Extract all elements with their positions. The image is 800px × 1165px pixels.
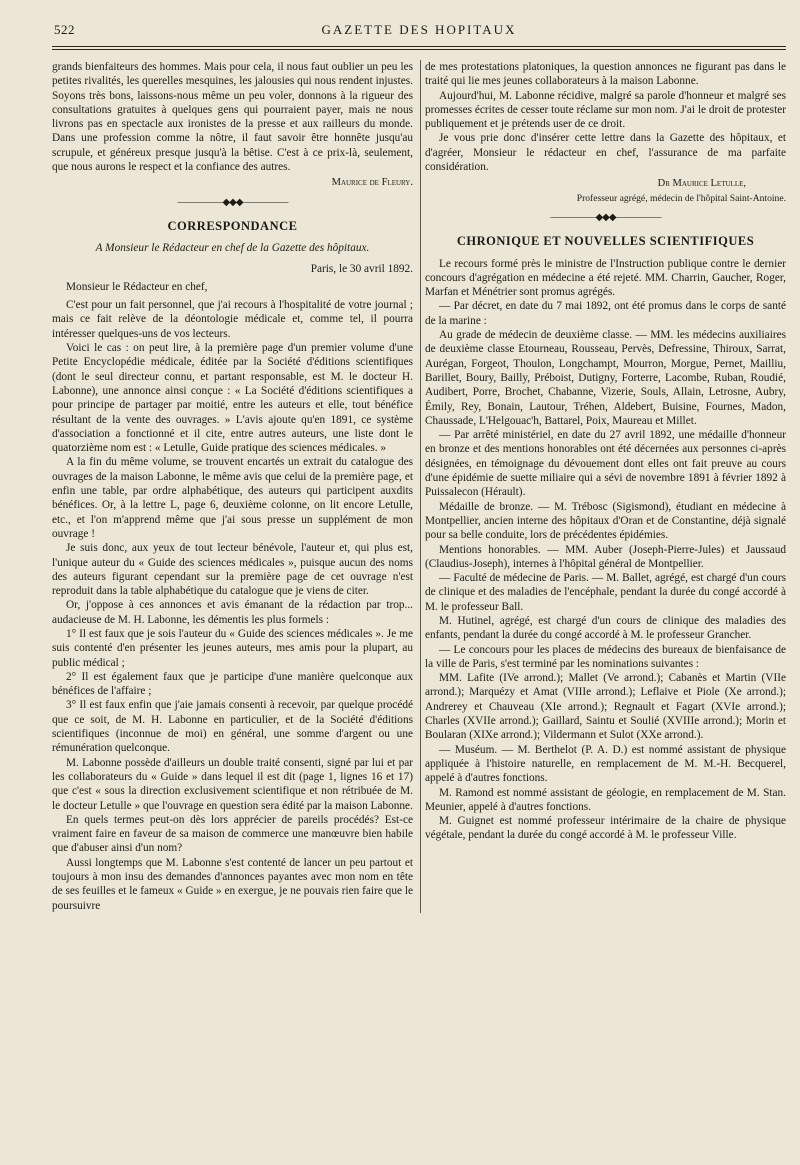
intro-paragraph: grands bienfaiteurs des hommes. Mais pour cela, il nous faut oublier un peu les petites rivalités, les querelles mesquines, les jalousies qui nous rendent injustes. Soyons très bons, laissons-nous même un peu voler, donnons à la rigueur des consultations gratuites à quelques gens qui pourraient payer, mais ne nous livrons pas en spectacle aux ironistes de la presse et aux railleurs du monde. Dans une profession comme la nôtre, il faut savoir être honnête jusqu'au scrupule, et généreux presque jusqu'à la bêtise. C'est à ce prix-là, seulement, que nous aurons le respect et la confiance des autres. (52, 61, 413, 174)
letter-list-item: 2° Il est également faux que je participe d'une manière quelconque aux bénéfices de l'affaire ; (52, 670, 413, 698)
letter-paragraph: Je suis donc, aux yeux de tout lecteur bénévole, l'auteur et, qui plus est, l'unique auteur du « Guide des sciences médicales », puisque aucun des noms des auteurs figurant cependant sur la première page de cet ouvrage n'est reproduit dans la table alphabétique du catalogue que je viens de citer. (52, 542, 413, 598)
news-paragraph: Mentions honorables. — MM. Auber (Joseph-Pierre-Jules) et Jaussaud (Claudius-Joseph), internes à l'hôpital général de Montpellier. (425, 543, 786, 570)
letter-paragraph: C'est pour un fait personnel, que j'ai recours à l'hospitalité de votre journal ; mais ce fait relève de la déontologie médicale et, comme tel, il pourra intéresser quelques-uns de vos lecteurs. (52, 299, 413, 340)
columns (52, 60, 786, 913)
signature-letulle (425, 177, 786, 206)
letter-paragraph: En quels termes peut-on dès lors apprécier de pareils procédés? Est-ce vraiment faire en faveur de sa maison de commerce une manœuvre bien habile que d'abuser ainsi d'un nom? (52, 813, 413, 855)
news-paragraph: — Muséum. — M. Berthelot (P. A. D.) est nommé assistant de physique appliquée à l'histoire naturelle, en remplacement de M. M.-H. Becquerel, appelé à d'autres fonctions. (425, 743, 786, 785)
letter-list-item: 1° Il est faux que je sois l'auteur du « Guide des sciences médicales ». Je me suis contenté d'en présenter les jeunes auteurs, mes amis pour la plupart, au public médical ; (52, 627, 413, 669)
news-paragraph: — Faculté de médecine de Paris. — M. Ballet, agrégé, est chargé d'un cours de clinique et des maladies de l'encéphale, pendant la durée du congé accordé à M. le professeur Ball. (425, 572, 786, 613)
signature-role: Professeur agrégé, médecin de l'hôpital Saint-Antoine. (576, 192, 786, 204)
news-paragraph: M. Hutinel, agrégé, est chargé d'un cours de clinique des maladies des enfants, pendant la durée du congé accordé à M. le professeur Grancher. (425, 614, 786, 642)
letter-paragraph: Voici le cas : on peut lire, à la première page d'un premier volume d'une Petite Encyclopédie médicale, éditée par la Société d'éditions scientifiques (dont le seul directeur connu, et partant responsable, est M. le docteur H. Labonne), une annonce ainsi conçue : « La Société d'éditions scientifiques a pour principe de partager par moitié, entre les auteurs et elle, tout bénéfice résultant de la vente des ouvrages. » L'avis ajoute qu'en 1891, ce système d'association a fonctionné et il cite, entre autres auteurs, une liste dont le quatorzième nom est : « Letulle, Guide pratique des sciences médicales. » (52, 342, 413, 455)
page-header (52, 20, 786, 42)
right-column (425, 60, 786, 913)
header-rule (52, 46, 786, 50)
news-paragraph: MM. Lafite (IVe arrond.); Mallet (Ve arrond.); Cabanès et Martin (VIIe arrond.); Marquézy et Amat (VIIIe arrond.); Leflaive et Piole (Xe arrond.); Andrerey et Chauveau (XIe arrond.); Regnault et Fagart (XVIe arrond.); Charles (XVIIe arrond.); Gaillard, Saintu et Soulié (XVIIIe arrond.); Morin et Boularan (XIXe arrond.); Vildermann et Sulot (XXe arrond.). (425, 672, 786, 742)
letter-continuation: de mes protestations platoniques, la question annonces ne figurant pas dans le traité qui lie mes jeunes collaborateurs à la maison Labonne. (425, 61, 786, 88)
news-paragraph: M. Guignet est nommé professeur intérimaire de la chaire de physique végétale, pendant la durée du congé accordé à M. le professeur Ville. (425, 815, 786, 842)
news-paragraph: — Par décret, en date du 7 mai 1892, ont été promus dans le corps de santé de la marine : (425, 300, 786, 327)
letter-list-item: 3° Il est faux enfin que j'aie jamais consenti à recevoir, par quelque procédé que ce soit, de M. H. Labonne en particulier, et de la Société d'éditions scientifiques (inconnue de moi) en général, une somme d'argent ou une rémunération quelconque. (52, 699, 413, 755)
news-paragraph: — Par arrêté ministériel, en date du 27 avril 1892, une médaille d'honneur en bronze et des mentions honorables ont été décernées aux personnes ci-après désignées, en témoignage du dévouement dont elles ont fait preuve au cours d'une épidémie de suette miliaire qui a sévi de novembre 1891 à février 1892 à Puissalecon (Hérault). (425, 429, 786, 499)
news-paragraph: — Le concours pour les places de médecins des bureaux de bienfaisance de la ville de Paris, s'est terminé par les nominations suivantes : (425, 643, 786, 670)
section-title-chronique: CHRONIQUE ET NOUVELLES SCIENTIFIQUES (456, 234, 755, 249)
letter-paragraph: Aujourd'hui, M. Labonne récidive, malgré sa parole d'honneur et malgré ses promesses écrites de cesser toute réclame sur mon nom. J'ai le droit de protester publiquement et je prétends user de ce droit. (425, 89, 786, 131)
ornament-divider: —————◆◆◆————— (177, 196, 288, 208)
news-paragraph: M. Ramond est nommé assistant de géologie, en remplacement de M. Stan. Meunier, appelé à d'autres fonctions. (425, 786, 786, 813)
letter-address: A Monsieur le Rédacteur en chef de la Gazette des hôpitaux. (95, 242, 370, 255)
signature-name: Dr Maurice Letulle, (657, 178, 746, 190)
column-separator (420, 60, 421, 913)
section-title-correspondance: CORRESPONDANCE (167, 218, 298, 233)
letter-date: Paris, le 30 avril 1892. (310, 262, 413, 275)
letter-paragraph: A la fin du même volume, se trouvent encartés un extrait du catalogue des ouvrages de la maison Labonne, le même avis que celui de la première page, et enfin une table, par ordre alphabétique, des auteurs qui participent auxdits bénéfices. Or, à la lettre L, page 6, deuxième colonne, on lit encore Letulle, etc., et l'on m'apprend même que j'ai sous presse un supplément de mon ouvrage ! (52, 456, 413, 540)
ornament-divider: —————◆◆◆————— (550, 211, 661, 223)
news-paragraph: Médaille de bronze. — M. Trébosc (Sigismond), étudiant en médecine à Montpellier, ancien interne des hôpitaux d'Oran et de Constantine, déjà signalé pour sa belle conduite, lors de précédentes épidémies. (425, 500, 786, 542)
journal-title: GAZETTE DES HOPITAUX (321, 22, 517, 37)
left-column (52, 60, 413, 913)
letter-paragraph: Aussi longtemps que M. Labonne s'est contenté de lancer un peu partout et toujours à mon insu des demandes d'annonces payantes avec mon nom en tête de ses feuilles et le fameux « Guide » en exergue, je ne pouvais rien faire que le poursuivre (52, 856, 413, 912)
news-paragraph: Le recours formé près le ministre de l'Instruction publique contre le dernier concours d'agrégation en médecine a été rejeté. MM. Charrin, Gaucher, Roger, Marfan et Ménétrier sont promus agrégés. (425, 257, 786, 299)
letter-paragraph: Je vous prie donc d'insérer cette lettre dans la Gazette des hôpitaux, et d'agréer, Monsieur le rédacteur en chef, l'assurance de ma parfaite considération. (425, 132, 786, 174)
news-paragraph: Au grade de médecin de deuxième classe. — MM. les médecins auxiliaires de deuxième classe Etourneau, Rousseau, Pervès, Defressine, Thiroux, Sarrat, Aurégan, Forgeot, Thoulon, Longchampt, Mourron, Morgue, Pernet, Mailliu, Barillet, Boury, Bailly, Préboist, Dutigny, Forterre, Lacombe, Ruban, Roudié, Audibert, Porre, Brochet, Chabanne, Vizerie, Souls, Allain, Letrosne, Aubry, Émily, Rey, Bonain, Lautour, Tréhen, Aldebert, Buisine, Fournes, Madon, Chaussade, L'Helgouac'h, Battarel, Poix, Maureau et Millet. (425, 329, 786, 427)
signature-fleury: Maurice de Fleury. (331, 177, 413, 189)
letter-paragraph: M. Labonne possède d'ailleurs un double traité consenti, signé par lui et par les collaborateurs du « Guide » dans lequel il est dit (page 1, lignes 16 et 17) que c'est « sous la direction exclusivement scientifique et non rétribuée de M. le docteur Letulle » que l'ouvrage en question sera édité par la maison Labonne. (52, 756, 413, 812)
page-number: 522 (54, 22, 75, 37)
letter-paragraph: Or, j'oppose à ces annonces et avis émanant de la rédaction par trop... audacieuse de M. H. Labonne, les démentis les plus formels : (52, 599, 413, 626)
letter-salutation: Monsieur le Rédacteur en chef, (66, 280, 208, 293)
